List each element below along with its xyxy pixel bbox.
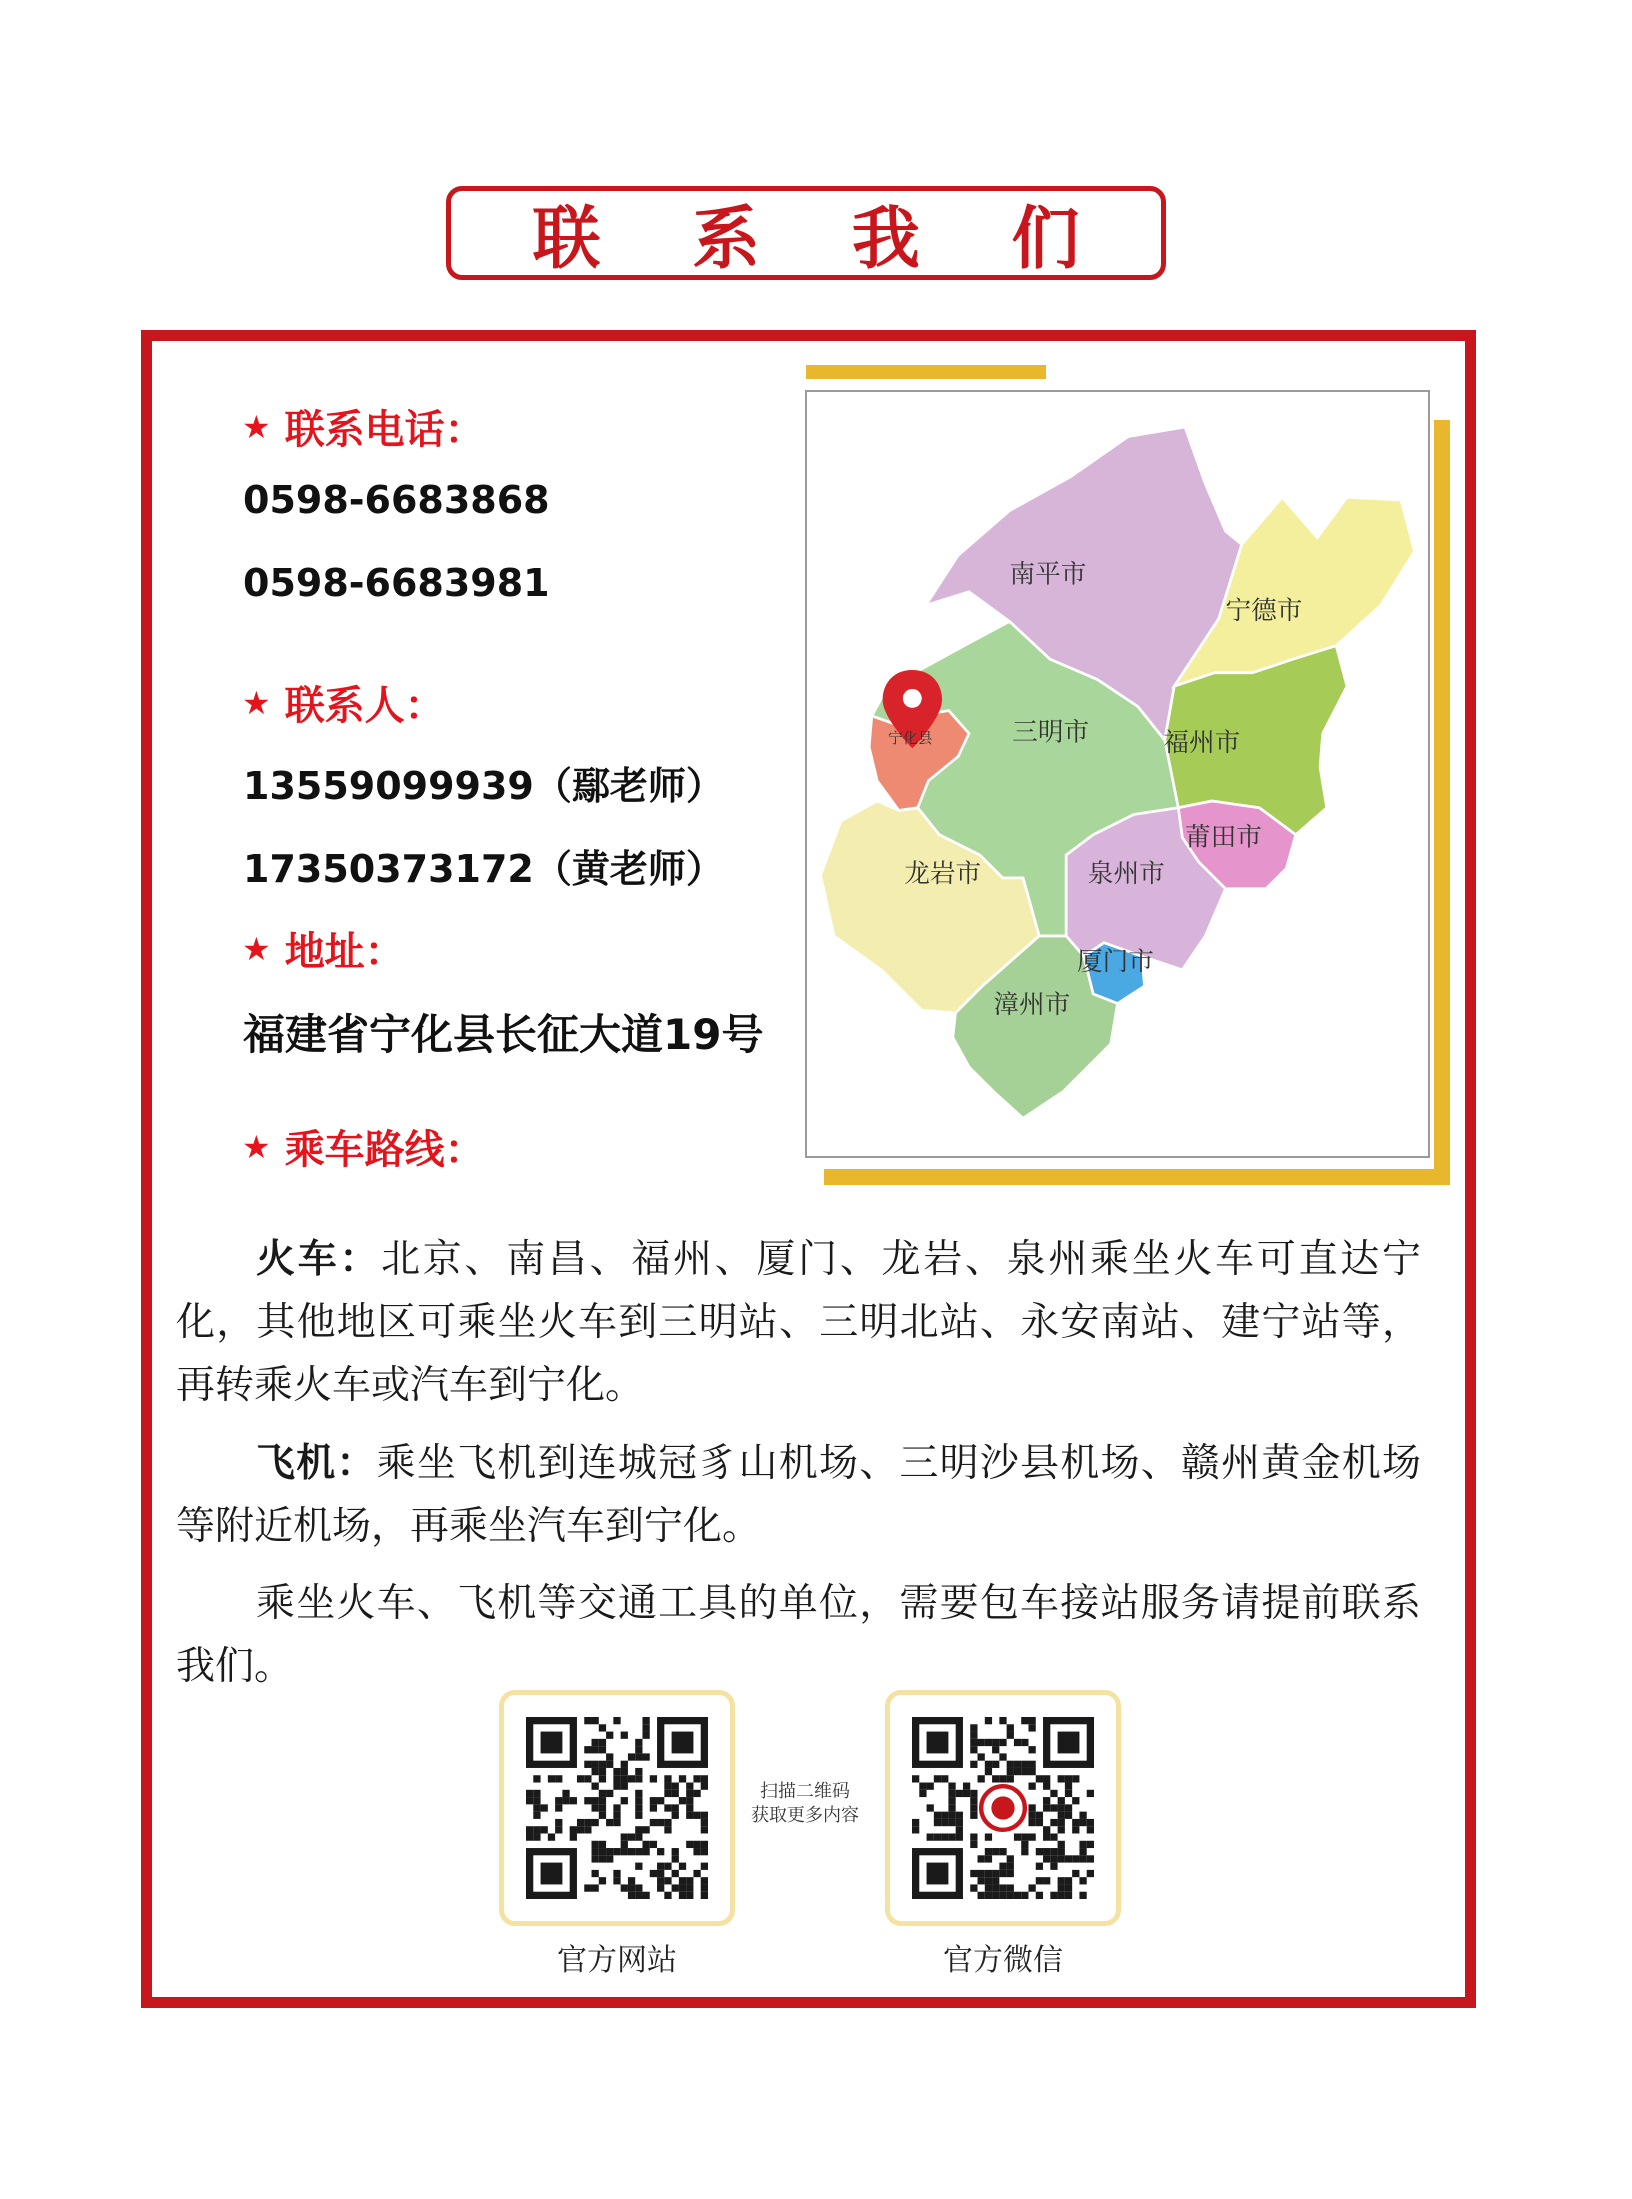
map-accent-side [1434, 420, 1450, 1185]
contact-heading-label: 联系人： [284, 683, 445, 729]
wechat-qr-code[interactable] [885, 1690, 1121, 1926]
map-label-zhangzhou: 漳州市 [993, 989, 1071, 1020]
map-card [805, 390, 1430, 1158]
train-text: 北京、南昌、福州、厦门、龙岩、泉州乘坐火车可直达宁化，其他地区可乘坐火车到三明站、三明北站、永安南站、建宁站等，再转乘火车或汽车到宁化。 [176, 1237, 1421, 1408]
contact-person-1: 13559099939（鄢老师） [243, 764, 724, 808]
map-label-fuzhou: 福州市 [1163, 728, 1241, 759]
map-label-ningde: 宁德市 [1225, 595, 1303, 626]
charter-text: 乘坐火车、飞机等交通工具的单位，需要包车接站服务请提前联系我们。 [176, 1581, 1421, 1689]
website-qr-icon [526, 1717, 708, 1899]
contact-person-2: 17350373172（黄老师） [243, 847, 724, 891]
fujian-map [800, 365, 1450, 1185]
plane-paragraph [176, 1432, 1421, 1558]
contact-heading [242, 674, 445, 731]
phone-heading-label: 联系电话： [284, 407, 485, 453]
star-icon: ★ [242, 683, 271, 722]
map-label-longyan: 龙岩市 [904, 859, 982, 889]
wechat-qr-caption: 官方微信 [943, 1943, 1063, 1978]
website-qr-code[interactable] [499, 1690, 735, 1926]
route-heading-label: 乘车路线： [284, 1127, 485, 1173]
map-label-putian: 莆田市 [1185, 822, 1262, 853]
plane-label: 飞机： [256, 1441, 377, 1486]
wechat-qr-icon [912, 1717, 1094, 1899]
address-heading-label: 地址： [284, 929, 405, 975]
charter-paragraph [176, 1572, 1421, 1698]
map-accent-top [806, 365, 1046, 379]
map-label-xiamen: 厦门市 [1077, 946, 1154, 977]
train-label: 火车： [256, 1237, 382, 1282]
title-banner [446, 186, 1166, 280]
star-icon: ★ [242, 407, 271, 446]
star-icon: ★ [242, 1127, 271, 1166]
train-paragraph [176, 1228, 1421, 1417]
scan-hint-line2: 获取更多内容 [751, 1805, 859, 1826]
route-heading [242, 1118, 485, 1175]
map-label-sanming: 三明市 [1012, 717, 1090, 748]
map-accent-bottom [824, 1169, 1450, 1185]
star-icon: ★ [242, 929, 271, 968]
scan-hint [730, 1780, 880, 1828]
scan-hint-line1: 扫描二维码 [760, 1781, 850, 1802]
map-label-nanping: 南平市 [1009, 559, 1087, 590]
phone-number-1: 0598-6683868 [243, 478, 550, 522]
map-label-ninghua: 宁化县 [888, 728, 933, 747]
plane-text: 乘坐飞机到连城冠豸山机场、三明沙县机场、赣州黄金机场等附近机场，再乘坐汽车到宁化。 [176, 1441, 1421, 1549]
address-value: 福建省宁化县长征大道19号 [243, 1010, 764, 1059]
address-heading [242, 920, 405, 977]
map-label-quanzhou: 泉州市 [1087, 859, 1165, 889]
phone-heading [242, 398, 485, 455]
page-title: 联 系 我 们 [532, 199, 1114, 279]
website-qr-caption: 官方网站 [557, 1943, 677, 1978]
phone-number-2: 0598-6683981 [243, 561, 550, 605]
